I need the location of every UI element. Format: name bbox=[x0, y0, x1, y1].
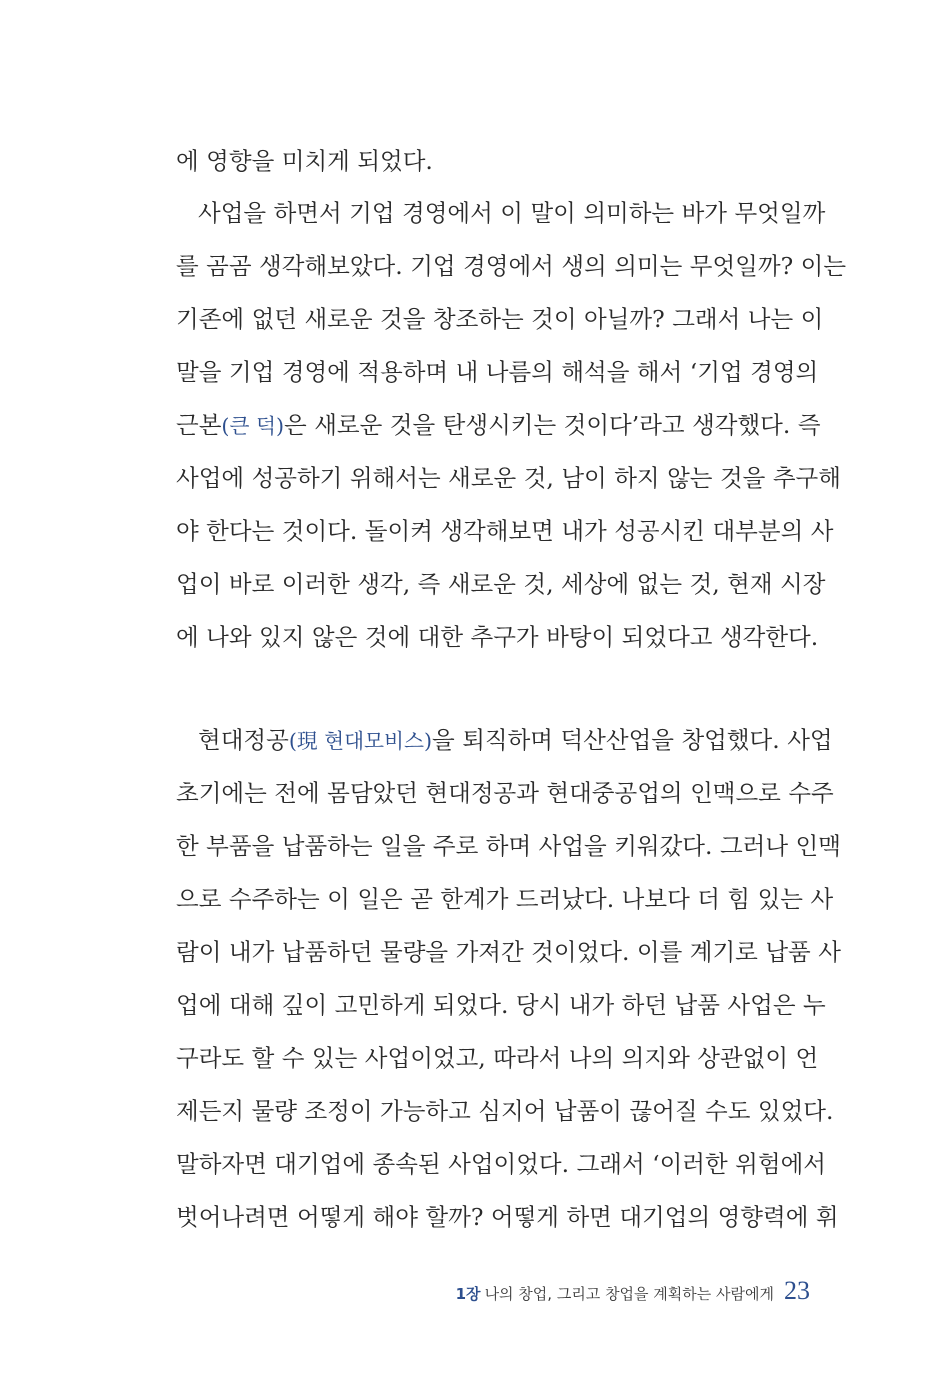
paragraph-line: 구라도 할 수 있는 사업이었고, 따라서 나의 의지와 상관없이 언 bbox=[176, 1044, 819, 1072]
paragraph-line: 를 곰곰 생각해보았다. 기업 경영에서 생의 의미는 무엇일까? 이는 bbox=[176, 252, 847, 280]
paragraph-line: 업에 대해 깊이 고민하게 되었다. 당시 내가 하던 납품 사업은 누 bbox=[176, 991, 826, 1019]
paragraph-line: 초기에는 전에 몸담았던 현대정공과 현대중공업의 인맥으로 수주 bbox=[176, 779, 834, 807]
paragraph-line: 야 한다는 것이다. 돌이켜 생각해보면 내가 성공시킨 대부분의 사 bbox=[176, 517, 834, 545]
page-footer bbox=[456, 1276, 810, 1312]
paragraph-line: 으로 수주하는 이 일은 곧 한계가 드러났다. 나보다 더 힘 있는 사 bbox=[176, 885, 834, 913]
paragraph-line: 에 나와 있지 않은 것에 대한 추구가 바탕이 되었다고 생각한다. bbox=[176, 623, 819, 651]
paragraph-line: 제든지 물량 조정이 가능하고 심지어 납품이 끊어질 수도 있었다. bbox=[176, 1097, 834, 1125]
paragraph-line bbox=[176, 722, 833, 758]
annotation-note: (現 현대모비스) bbox=[288, 729, 433, 753]
line-text: 은 새로운 것을 탄생시키는 것이다’라고 생각했다. 즉 bbox=[284, 411, 821, 439]
paragraph-line: 람이 내가 납품하던 물량을 가져간 것이었다. 이를 계기로 납품 사 bbox=[176, 938, 841, 966]
paragraph-line: 한 부품을 납품하는 일을 주로 하며 사업을 키워갔다. 그러나 인맥 bbox=[176, 832, 841, 860]
paragraph-line: 사업을 하면서 기업 경영에서 이 말이 의미하는 바가 무엇일까 bbox=[198, 199, 826, 227]
chapter-number: 1장 bbox=[455, 1285, 481, 1303]
paragraph-line: 사업에 성공하기 위해서는 새로운 것, 남이 하지 않는 것을 추구해 bbox=[176, 464, 841, 492]
paragraph-line: 말을 기업 경영에 적용하며 내 나름의 해석을 해서 ‘기업 경영의 bbox=[176, 358, 819, 386]
line-text: 근본 bbox=[176, 411, 222, 439]
annotation-note: (큰 덕) bbox=[221, 414, 285, 438]
paragraph-line: 기존에 없던 새로운 것을 창조하는 것이 아닐까? 그래서 나는 이 bbox=[176, 305, 824, 333]
paragraph-line bbox=[176, 407, 821, 443]
paragraph-line: 말하자면 대기업에 종속된 사업이었다. 그래서 ‘이러한 위험에서 bbox=[176, 1150, 826, 1178]
paragraph-line: 벗어나려면 어떻게 해야 할까? 어떻게 하면 대기업의 영향력에 휘 bbox=[176, 1203, 839, 1231]
chapter-title: 나의 창업, 그리고 창업을 계획하는 사람에게 bbox=[484, 1285, 774, 1303]
paragraph-line: 에 영향을 미치게 되었다. bbox=[176, 147, 433, 175]
page-number: 23 bbox=[784, 1276, 810, 1305]
paragraph-line: 업이 바로 이러한 생각, 즉 새로운 것, 세상에 없는 것, 현재 시장 bbox=[176, 570, 826, 598]
line-text: 현대정공 bbox=[198, 726, 289, 754]
line-text: 을 퇴직하며 덕산산업을 창업했다. 사업 bbox=[432, 726, 833, 754]
